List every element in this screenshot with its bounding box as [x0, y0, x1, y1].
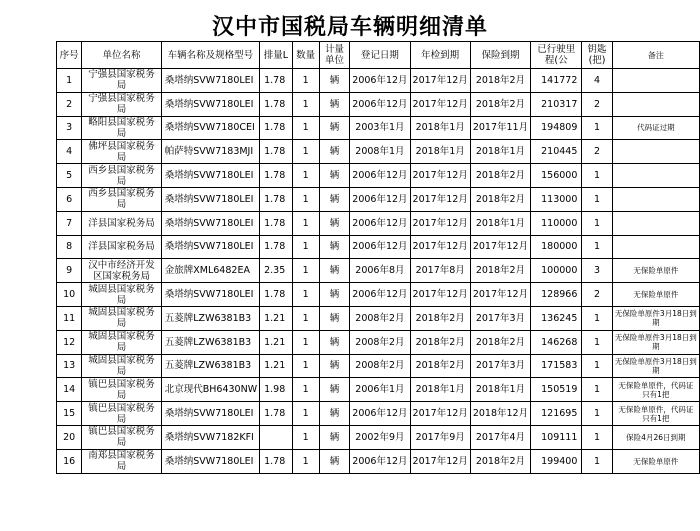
insurance-cell: 2017年3月: [470, 306, 530, 330]
inspection-cell: 2017年12月: [410, 164, 470, 188]
measure-cell: 辆: [319, 449, 350, 473]
displacement-cell: 1.78: [260, 449, 293, 473]
unit-cell: 城固县国家税务局: [82, 306, 161, 330]
seq-cell: 20: [57, 425, 82, 449]
displacement-cell: 1.78: [260, 235, 293, 259]
mileage-cell: 136245: [531, 306, 582, 330]
insurance-cell: 2018年2月: [470, 92, 530, 116]
notes-cell: [612, 235, 699, 259]
keys-cell: 1: [582, 187, 612, 211]
model-cell: 五菱牌LZW6381B3: [161, 306, 259, 330]
mileage-cell: 100000: [531, 259, 582, 283]
header-model: 车辆名称及规格型号: [161, 42, 259, 69]
insurance-cell: 2017年4月: [470, 425, 530, 449]
measure-cell: 辆: [319, 69, 350, 93]
displacement-cell: 1.78: [260, 402, 293, 426]
table-header-row: [57, 42, 700, 69]
reg-date-cell: 2008年2月: [350, 330, 410, 354]
table-row: [57, 235, 700, 259]
insurance-cell: 2018年1月: [470, 378, 530, 402]
seq-cell: 14: [57, 378, 82, 402]
seq-cell: 9: [57, 259, 82, 283]
unit-cell: 略阳县国家税务局: [82, 116, 161, 140]
model-cell: 桑塔纳SVW7180LEI: [161, 69, 259, 93]
quantity-cell: 1: [292, 211, 319, 235]
mileage-cell: 128966: [531, 283, 582, 307]
header-inspection: 年检到期: [410, 42, 470, 69]
unit-cell: 镇巴县国家税务局: [82, 425, 161, 449]
mileage-cell: 180000: [531, 235, 582, 259]
notes-cell: [612, 92, 699, 116]
seq-cell: 12: [57, 330, 82, 354]
displacement-cell: 1.78: [260, 187, 293, 211]
notes-cell: 无保险单原件3月18日到期: [612, 354, 699, 378]
insurance-cell: 2017年12月: [470, 283, 530, 307]
inspection-cell: 2018年2月: [410, 330, 470, 354]
unit-cell: 宁强县国家税务局: [82, 92, 161, 116]
insurance-cell: 2018年2月: [470, 259, 530, 283]
unit-cell: 镇巴县国家税务局: [82, 402, 161, 426]
quantity-cell: 1: [292, 259, 319, 283]
insurance-cell: 2018年1月: [470, 211, 530, 235]
model-cell: 桑塔纳SVW7180LEI: [161, 92, 259, 116]
table-row: [57, 116, 700, 140]
quantity-cell: 1: [292, 69, 319, 93]
measure-cell: 辆: [319, 330, 350, 354]
table-row: [57, 164, 700, 188]
notes-cell: 无保险单原件3月18日到期: [612, 306, 699, 330]
keys-cell: 1: [582, 425, 612, 449]
keys-cell: 1: [582, 211, 612, 235]
reg-date-cell: 2006年1月: [350, 378, 410, 402]
model-cell: 桑塔纳SVW7180CEI: [161, 116, 259, 140]
unit-cell: 洋县国家税务局: [82, 211, 161, 235]
vehicle-table: [56, 41, 700, 474]
measure-cell: 辆: [319, 259, 350, 283]
model-cell: 桑塔纳SVW7180LEI: [161, 402, 259, 426]
model-cell: 桑塔纳SVW7180LEI: [161, 164, 259, 188]
header-quantity: 数量: [292, 42, 319, 69]
unit-cell: 西乡县国家税务局: [82, 187, 161, 211]
measure-cell: 辆: [319, 402, 350, 426]
reg-date-cell: 2006年12月: [350, 69, 410, 93]
table-row: [57, 92, 700, 116]
notes-cell: [612, 187, 699, 211]
quantity-cell: 1: [292, 116, 319, 140]
measure-cell: 辆: [319, 116, 350, 140]
notes-cell: 无保险单原件: [612, 283, 699, 307]
measure-cell: 辆: [319, 187, 350, 211]
displacement-cell: 1.78: [260, 116, 293, 140]
seq-cell: 7: [57, 211, 82, 235]
inspection-cell: 2017年8月: [410, 259, 470, 283]
notes-cell: 无保险单原件，代码证只有1把: [612, 378, 699, 402]
model-cell: 金旅牌XML6482EA: [161, 259, 259, 283]
mileage-cell: 109111: [531, 425, 582, 449]
seq-cell: 2: [57, 92, 82, 116]
table-row: [57, 187, 700, 211]
mileage-cell: 199400: [531, 449, 582, 473]
seq-cell: 15: [57, 402, 82, 426]
seq-cell: 13: [57, 354, 82, 378]
insurance-cell: 2018年2月: [470, 449, 530, 473]
mileage-cell: 121695: [531, 402, 582, 426]
table-row: [57, 449, 700, 473]
unit-cell: 南郑县国家税务局: [82, 449, 161, 473]
table-row: [57, 69, 700, 93]
table-body: [57, 69, 700, 474]
header-seq: 序号: [57, 42, 82, 69]
quantity-cell: 1: [292, 235, 319, 259]
quantity-cell: 1: [292, 283, 319, 307]
keys-cell: 1: [582, 164, 612, 188]
seq-cell: 10: [57, 283, 82, 307]
seq-cell: 16: [57, 449, 82, 473]
model-cell: 帕萨特SVW7183MJI: [161, 140, 259, 164]
reg-date-cell: 2002年9月: [350, 425, 410, 449]
inspection-cell: 2018年1月: [410, 378, 470, 402]
displacement-cell: [260, 425, 293, 449]
keys-cell: 1: [582, 354, 612, 378]
quantity-cell: 1: [292, 330, 319, 354]
measure-cell: 辆: [319, 164, 350, 188]
unit-cell: 西乡县国家税务局: [82, 164, 161, 188]
inspection-cell: 2017年9月: [410, 425, 470, 449]
insurance-cell: 2018年12月: [470, 402, 530, 426]
keys-cell: 1: [582, 235, 612, 259]
notes-cell: [612, 211, 699, 235]
measure-cell: 辆: [319, 306, 350, 330]
quantity-cell: 1: [292, 187, 319, 211]
mileage-cell: 194809: [531, 116, 582, 140]
displacement-cell: 1.78: [260, 69, 293, 93]
keys-cell: 2: [582, 140, 612, 164]
measure-cell: 辆: [319, 140, 350, 164]
quantity-cell: 1: [292, 402, 319, 426]
reg-date-cell: 2006年12月: [350, 235, 410, 259]
measure-cell: 辆: [319, 211, 350, 235]
displacement-cell: 1.98: [260, 378, 293, 402]
table-row: [57, 425, 700, 449]
inspection-cell: 2017年12月: [410, 449, 470, 473]
unit-cell: 城固县国家税务局: [82, 283, 161, 307]
insurance-cell: 2018年1月: [470, 140, 530, 164]
notes-cell: 无保险单原件: [612, 259, 699, 283]
displacement-cell: 1.78: [260, 140, 293, 164]
notes-cell: 无保险单原件: [612, 449, 699, 473]
displacement-cell: 1.78: [260, 211, 293, 235]
notes-cell: [612, 69, 699, 93]
table-row: [57, 330, 700, 354]
model-cell: 五菱牌LZW6381B3: [161, 330, 259, 354]
displacement-cell: 1.78: [260, 164, 293, 188]
reg-date-cell: 2006年12月: [350, 92, 410, 116]
unit-cell: 城固县国家税务局: [82, 354, 161, 378]
inspection-cell: 2017年12月: [410, 187, 470, 211]
keys-cell: 1: [582, 449, 612, 473]
insurance-cell: 2018年2月: [470, 164, 530, 188]
keys-cell: 1: [582, 116, 612, 140]
mileage-cell: 210445: [531, 140, 582, 164]
measure-cell: 辆: [319, 378, 350, 402]
inspection-cell: 2017年12月: [410, 402, 470, 426]
insurance-cell: 2018年2月: [470, 69, 530, 93]
quantity-cell: 1: [292, 354, 319, 378]
inspection-cell: 2018年1月: [410, 140, 470, 164]
model-cell: 桑塔纳SVW7182KFI: [161, 425, 259, 449]
unit-cell: 洋县国家税务局: [82, 235, 161, 259]
mileage-cell: 141772: [531, 69, 582, 93]
keys-cell: 1: [582, 330, 612, 354]
header-reg-date: 登记日期: [350, 42, 410, 69]
seq-cell: 11: [57, 306, 82, 330]
reg-date-cell: 2006年8月: [350, 259, 410, 283]
header-unit: 单位名称: [82, 42, 161, 69]
model-cell: 北京现代BH6430NW: [161, 378, 259, 402]
table-row: [57, 354, 700, 378]
model-cell: 桑塔纳SVW7180LEI: [161, 283, 259, 307]
displacement-cell: 1.78: [260, 92, 293, 116]
unit-cell: 宁强县国家税务局: [82, 69, 161, 93]
mileage-cell: 150519: [531, 378, 582, 402]
quantity-cell: 1: [292, 449, 319, 473]
reg-date-cell: 2006年12月: [350, 402, 410, 426]
model-cell: 桑塔纳SVW7180LEI: [161, 449, 259, 473]
model-cell: 桑塔纳SVW7180LEI: [161, 187, 259, 211]
unit-cell: 城固县国家税务局: [82, 330, 161, 354]
inspection-cell: 2018年2月: [410, 306, 470, 330]
seq-cell: 4: [57, 140, 82, 164]
page-title: 汉中市国税局车辆明细清单: [211, 15, 488, 40]
mileage-cell: 156000: [531, 164, 582, 188]
seq-cell: 1: [57, 69, 82, 93]
keys-cell: 3: [582, 259, 612, 283]
reg-date-cell: 2006年12月: [350, 164, 410, 188]
reg-date-cell: 2008年1月: [350, 140, 410, 164]
header-insurance: 保险到期: [470, 42, 530, 69]
header-notes: 备注: [612, 42, 699, 69]
notes-cell: [612, 164, 699, 188]
displacement-cell: 1.78: [260, 283, 293, 307]
unit-cell: 汉中市经济开发区国家税务局: [82, 259, 161, 283]
displacement-cell: 1.21: [260, 354, 293, 378]
quantity-cell: 1: [292, 164, 319, 188]
reg-date-cell: 2006年12月: [350, 211, 410, 235]
inspection-cell: 2017年12月: [410, 69, 470, 93]
reg-date-cell: 2008年2月: [350, 354, 410, 378]
quantity-cell: 1: [292, 92, 319, 116]
model-cell: 五菱牌LZW6381B3: [161, 354, 259, 378]
reg-date-cell: 2008年2月: [350, 306, 410, 330]
quantity-cell: 1: [292, 378, 319, 402]
seq-cell: 5: [57, 164, 82, 188]
table-row: [57, 402, 700, 426]
seq-cell: 8: [57, 235, 82, 259]
inspection-cell: 2017年12月: [410, 283, 470, 307]
measure-cell: 辆: [319, 283, 350, 307]
model-cell: 桑塔纳SVW7180LEI: [161, 211, 259, 235]
inspection-cell: 2017年12月: [410, 235, 470, 259]
model-cell: 桑塔纳SVW7180LEI: [161, 235, 259, 259]
header-measure: 计量单位: [319, 42, 350, 69]
keys-cell: 2: [582, 92, 612, 116]
unit-cell: 镇巴县国家税务局: [82, 378, 161, 402]
seq-cell: 6: [57, 187, 82, 211]
inspection-cell: 2017年12月: [410, 211, 470, 235]
measure-cell: 辆: [319, 354, 350, 378]
mileage-cell: 210317: [531, 92, 582, 116]
notes-cell: 代码证过期: [612, 116, 699, 140]
reg-date-cell: 2006年12月: [350, 187, 410, 211]
displacement-cell: 1.21: [260, 306, 293, 330]
table-row: [57, 378, 700, 402]
mileage-cell: 110000: [531, 211, 582, 235]
inspection-cell: 2018年1月: [410, 116, 470, 140]
measure-cell: 辆: [319, 92, 350, 116]
mileage-cell: 171583: [531, 354, 582, 378]
insurance-cell: 2018年2月: [470, 330, 530, 354]
inspection-cell: 2018年2月: [410, 354, 470, 378]
mileage-cell: 113000: [531, 187, 582, 211]
seq-cell: 3: [57, 116, 82, 140]
reg-date-cell: 2003年1月: [350, 116, 410, 140]
quantity-cell: 1: [292, 425, 319, 449]
unit-cell: 佛坪县国家税务局: [82, 140, 161, 164]
insurance-cell: 2018年2月: [470, 187, 530, 211]
displacement-cell: 2.35: [260, 259, 293, 283]
table-row: [57, 211, 700, 235]
keys-cell: 1: [582, 306, 612, 330]
inspection-cell: 2017年12月: [410, 92, 470, 116]
insurance-cell: 2017年3月: [470, 354, 530, 378]
table-row: [57, 259, 700, 283]
notes-cell: 无保险单原件，代码证只有1把: [612, 402, 699, 426]
displacement-cell: 1.21: [260, 330, 293, 354]
header-mileage: 已行驶里程(公: [531, 42, 582, 69]
notes-cell: 保险4月26日到期: [612, 425, 699, 449]
keys-cell: 2: [582, 283, 612, 307]
header-keys: 钥匙(把): [582, 42, 612, 69]
insurance-cell: 2017年12月: [470, 235, 530, 259]
insurance-cell: 2017年11月: [470, 116, 530, 140]
table-row: [57, 283, 700, 307]
measure-cell: 辆: [319, 235, 350, 259]
table-row: [57, 140, 700, 164]
keys-cell: 1: [582, 402, 612, 426]
measure-cell: 辆: [319, 425, 350, 449]
table-row: [57, 306, 700, 330]
keys-cell: 4: [582, 69, 612, 93]
keys-cell: 1: [582, 378, 612, 402]
notes-cell: [612, 140, 699, 164]
reg-date-cell: 2006年12月: [350, 449, 410, 473]
header-displacement: 排量L: [260, 42, 293, 69]
quantity-cell: 1: [292, 306, 319, 330]
reg-date-cell: 2006年12月: [350, 283, 410, 307]
mileage-cell: 146268: [531, 330, 582, 354]
quantity-cell: 1: [292, 140, 319, 164]
notes-cell: 无保险单原件3月18日到期: [612, 330, 699, 354]
